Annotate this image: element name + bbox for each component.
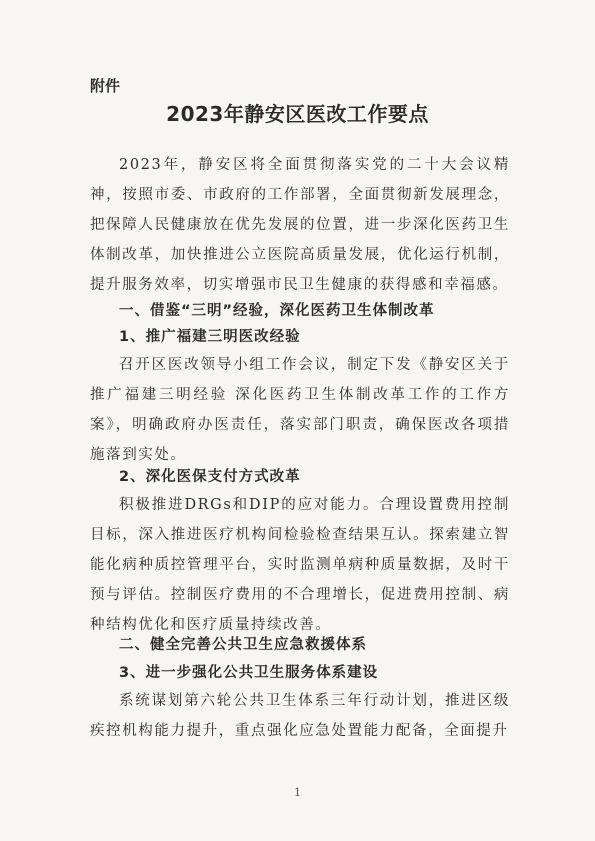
item3-body: 系统谋划第六轮公共卫生体系三年行动计划，推进区级疾控机构能力提升，重点强化应急处置能力配备，全面提升 [90,693,510,739]
item1-heading: 1、推广福建三明医改经验 [119,329,301,345]
item3-heading: 3、进一步强化公共卫生服务体系建设 [119,665,379,681]
section2-heading: 二、健全完善公共卫生应急救援体系 [119,637,367,653]
intro-paragraph: 2023年，静安区将全面贯彻落实党的二十大会议精神，按照市委、市政府的工作部署，全面贯彻新发展理念，把保障人民健康放在优先发展的位置，进一步深化医药卫生体制改革，加快推进公立医院高质量发展，优化运行机制，提升服务效率，切实增强市民卫生健康的获得感和幸福感。 [90,157,510,293]
section1-heading: 一、借鉴“三明”经验，深化医药卫生体制改革 [119,303,435,319]
page-number: 1 [294,786,301,799]
item2-heading: 2、深化医保支付方式改革 [119,469,301,485]
item2-body: 积极推进DRGs和DIP的应对能力。合理设置费用控制目标，深入推进医疗机构间检验检查结果互认。探索建立智能化病种质控管理平台，实时监测单病种质量数据，及时干预与评估。控制医疗费用的不合理增长，促进费用控制、病种结构优化和医疗质量持续改善。 [90,497,510,633]
document-title: 2023年静安区医改工作要点 [166,102,429,126]
attachment-label: 附件 [90,77,121,95]
item1-body: 召开区医改领导小组工作会议，制定下发《静安区关于推广福建三明经验 深化医药卫生体制改革工作的工作方案》，明确政府办医责任，落实部门职责，确保医改各项措施落到实处。 [90,357,510,463]
